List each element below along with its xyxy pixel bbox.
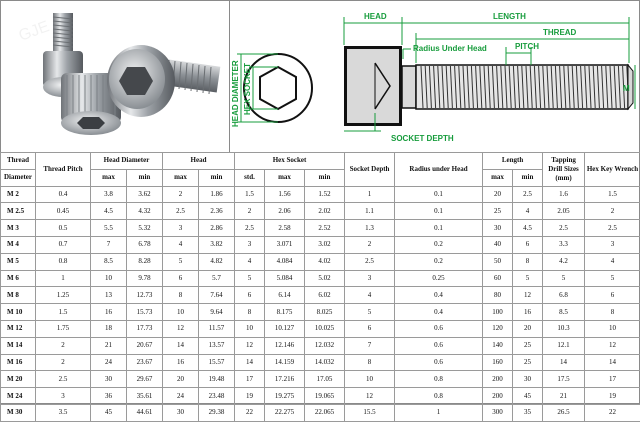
value-cell: 25 (513, 337, 543, 354)
value-cell: 6 (585, 287, 640, 304)
header-head: Head (163, 153, 235, 170)
value-cell: 14 (235, 354, 265, 371)
value-cell: 23.67 (127, 354, 163, 371)
value-cell: 10 (91, 270, 127, 287)
header-std: std. (235, 169, 265, 186)
value-cell: 16 (513, 304, 543, 321)
value-cell: 9.78 (127, 270, 163, 287)
value-cell: 15.73 (127, 304, 163, 321)
value-cell: 10 (235, 320, 265, 337)
value-cell: 17.216 (265, 371, 305, 388)
value-cell: 18 (91, 320, 127, 337)
value-cell: 0.8 (395, 388, 483, 405)
value-cell: 0.1 (395, 203, 483, 220)
table-row (1, 337, 640, 354)
value-cell: 8.025 (305, 304, 345, 321)
value-cell: 24 (163, 388, 199, 405)
value-cell: 13.57 (199, 337, 235, 354)
value-cell: 10 (163, 304, 199, 321)
value-cell: 160 (483, 354, 513, 371)
value-cell: 80 (483, 287, 513, 304)
value-cell: 5 (345, 304, 395, 321)
value-cell: 4 (163, 236, 199, 253)
value-cell: 0.2 (395, 253, 483, 270)
value-cell: 12 (235, 337, 265, 354)
value-cell: 30 (163, 404, 199, 421)
value-cell: 7 (91, 236, 127, 253)
value-cell: 2.06 (265, 203, 305, 220)
value-cell: 6.8 (543, 287, 585, 304)
value-cell: 25 (513, 354, 543, 371)
value-cell: 0.6 (395, 354, 483, 371)
header-max: max (483, 169, 513, 186)
table-row (1, 304, 640, 321)
value-cell: 2 (345, 236, 395, 253)
header-hex-key: Hex Key Wrench (585, 153, 640, 187)
value-cell: 8.5 (91, 253, 127, 270)
value-cell: 50 (483, 253, 513, 270)
value-cell: 45 (513, 388, 543, 405)
socket-depth-label: SOCKET DEPTH (391, 134, 454, 143)
header-max: max (91, 169, 127, 186)
header-thread-diameter: Thread (1, 153, 36, 170)
value-cell: 6.14 (265, 287, 305, 304)
size-cell: M 4 (1, 236, 36, 253)
dimension-table (0, 152, 640, 422)
table-row (1, 404, 640, 421)
header-min: min (127, 169, 163, 186)
value-cell: 25 (483, 203, 513, 220)
value-cell: 17.5 (543, 371, 585, 388)
header-diameter: Diameter (1, 169, 36, 186)
value-cell: 3 (345, 270, 395, 287)
value-cell: 3 (585, 236, 640, 253)
value-cell: 8 (345, 354, 395, 371)
header-min: min (513, 169, 543, 186)
value-cell: 5 (235, 270, 265, 287)
value-cell: 45 (91, 404, 127, 421)
value-cell: 0.4 (395, 287, 483, 304)
header-min: min (305, 169, 345, 186)
value-cell: 5.084 (265, 270, 305, 287)
table-row (1, 236, 640, 253)
value-cell: 12 (513, 287, 543, 304)
value-cell: 200 (483, 388, 513, 405)
value-cell: 0.1 (395, 220, 483, 237)
product-photo (1, 1, 229, 151)
value-cell: 3.82 (199, 236, 235, 253)
value-cell: 0.7 (36, 236, 91, 253)
value-cell: 14.032 (305, 354, 345, 371)
value-cell: 9.64 (199, 304, 235, 321)
value-cell: 8 (235, 304, 265, 321)
value-cell: 0.5 (36, 220, 91, 237)
value-cell: 0.1 (395, 186, 483, 203)
value-cell: 1.25 (36, 287, 91, 304)
header-head-diameter: Head Diameter (91, 153, 163, 170)
table-row (1, 320, 640, 337)
divider (229, 0, 230, 152)
value-cell: 6 (513, 236, 543, 253)
table-body (1, 186, 640, 421)
header-socket-depth: Socket Depth (345, 153, 395, 187)
value-cell: 0.45 (36, 203, 91, 220)
value-cell: 22.275 (265, 404, 305, 421)
value-cell: 2 (585, 203, 640, 220)
header-hex-socket: Hex Socket (235, 153, 345, 170)
value-cell: 14.159 (265, 354, 305, 371)
size-cell: M 6 (1, 270, 36, 287)
value-cell: 8.5 (543, 304, 585, 321)
value-cell: 2.5 (163, 203, 199, 220)
value-cell: 2.5 (513, 186, 543, 203)
value-cell: 1.75 (36, 320, 91, 337)
size-cell: M 30 (1, 404, 36, 421)
m-label: M (623, 84, 630, 93)
value-cell: 3.02 (305, 236, 345, 253)
value-cell: 5.32 (127, 220, 163, 237)
value-cell: 3.071 (265, 236, 305, 253)
value-cell: 4 (513, 203, 543, 220)
value-cell: 2 (235, 203, 265, 220)
table-row (1, 253, 640, 270)
value-cell: 10 (585, 320, 640, 337)
head-label: HEAD (364, 12, 387, 21)
value-cell: 1.1 (345, 203, 395, 220)
value-cell: 60 (483, 270, 513, 287)
table-row (1, 186, 640, 203)
value-cell: 3 (163, 220, 199, 237)
value-cell: 120 (483, 320, 513, 337)
value-cell: 2.58 (265, 220, 305, 237)
value-cell: 4 (235, 253, 265, 270)
value-cell: 8 (513, 253, 543, 270)
value-cell: 12.1 (543, 337, 585, 354)
value-cell: 3.62 (127, 186, 163, 203)
table-row (1, 388, 640, 405)
value-cell: 17.73 (127, 320, 163, 337)
value-cell: 35 (513, 404, 543, 421)
value-cell: 0.8 (395, 371, 483, 388)
value-cell: 300 (483, 404, 513, 421)
value-cell: 3.8 (91, 186, 127, 203)
header-radius: Radius under Head (395, 153, 483, 187)
length-label: LENGTH (493, 12, 526, 21)
value-cell: 8.175 (265, 304, 305, 321)
value-cell: 1.6 (543, 186, 585, 203)
value-cell: 7 (345, 337, 395, 354)
value-cell: 2 (163, 186, 199, 203)
size-cell: M 10 (1, 304, 36, 321)
value-cell: 15.5 (345, 404, 395, 421)
size-cell: M 2 (1, 186, 36, 203)
size-cell: M 3 (1, 220, 36, 237)
table-row (1, 203, 640, 220)
value-cell: 200 (483, 371, 513, 388)
size-cell: M 14 (1, 337, 36, 354)
value-cell: 1.3 (345, 220, 395, 237)
value-cell: 0.8 (36, 253, 91, 270)
value-cell: 35.61 (127, 388, 163, 405)
value-cell: 2.5 (543, 220, 585, 237)
value-cell: 14 (543, 354, 585, 371)
value-cell: 19.065 (305, 388, 345, 405)
value-cell: 8.28 (127, 253, 163, 270)
value-cell: 5.7 (199, 270, 235, 287)
value-cell: 2 (36, 337, 91, 354)
size-cell: M 16 (1, 354, 36, 371)
value-cell: 20 (513, 320, 543, 337)
value-cell: 0.2 (395, 236, 483, 253)
value-cell: 4.82 (199, 253, 235, 270)
value-cell: 12.146 (265, 337, 305, 354)
value-cell: 2.5 (345, 253, 395, 270)
value-cell: 10.127 (265, 320, 305, 337)
value-cell: 14 (163, 337, 199, 354)
value-cell: 1.52 (305, 186, 345, 203)
value-cell: 5 (543, 270, 585, 287)
size-cell: M 8 (1, 287, 36, 304)
value-cell: 4.02 (305, 253, 345, 270)
value-cell: 3.5 (36, 404, 91, 421)
value-cell: 4.2 (543, 253, 585, 270)
value-cell: 2.52 (305, 220, 345, 237)
value-cell: 12 (345, 388, 395, 405)
value-cell: 30 (513, 371, 543, 388)
value-cell: 12 (585, 337, 640, 354)
value-cell: 2.86 (199, 220, 235, 237)
value-cell: 4.32 (127, 203, 163, 220)
value-cell: 0.6 (395, 320, 483, 337)
value-cell: 1 (395, 404, 483, 421)
value-cell: 13 (91, 287, 127, 304)
size-cell: M 24 (1, 388, 36, 405)
value-cell: 2 (36, 354, 91, 371)
size-cell: M 20 (1, 371, 36, 388)
value-cell: 40 (483, 236, 513, 253)
value-cell: 1.5 (36, 304, 91, 321)
value-cell: 0.25 (395, 270, 483, 287)
value-cell: 140 (483, 337, 513, 354)
value-cell: 4 (585, 253, 640, 270)
value-cell: 23.48 (199, 388, 235, 405)
size-cell: M 5 (1, 253, 36, 270)
table-row (1, 354, 640, 371)
table-row (1, 220, 640, 237)
value-cell: 20 (483, 186, 513, 203)
value-cell: 7.64 (199, 287, 235, 304)
size-cell: M 12 (1, 320, 36, 337)
header-length: Length (483, 153, 543, 170)
head-diameter-label: HEAD DIAMETER (231, 60, 240, 127)
header-min: min (199, 169, 235, 186)
value-cell: 4.5 (91, 203, 127, 220)
value-cell: 2.05 (543, 203, 585, 220)
value-cell: 16 (163, 354, 199, 371)
value-cell: 20.67 (127, 337, 163, 354)
value-cell: 5.02 (305, 270, 345, 287)
value-cell: 5 (513, 270, 543, 287)
table-row (1, 287, 640, 304)
table-row (1, 270, 640, 287)
value-cell: 6 (163, 270, 199, 287)
value-cell: 6 (235, 287, 265, 304)
value-cell: 14 (585, 354, 640, 371)
value-cell: 21 (543, 388, 585, 405)
radius-label: Radius Under Head (413, 44, 487, 53)
value-cell: 10.025 (305, 320, 345, 337)
value-cell: 4.5 (513, 220, 543, 237)
value-cell: 16 (91, 304, 127, 321)
value-cell: 1.5 (585, 186, 640, 203)
value-cell: 6.02 (305, 287, 345, 304)
value-cell: 36 (91, 388, 127, 405)
hex-socket-label: HEX SOCKET (243, 63, 252, 115)
value-cell: 5 (163, 253, 199, 270)
value-cell: 2.5 (36, 371, 91, 388)
value-cell: 44.61 (127, 404, 163, 421)
value-cell: 12.032 (305, 337, 345, 354)
value-cell: 5 (585, 270, 640, 287)
value-cell: 12 (163, 320, 199, 337)
value-cell: 30 (91, 371, 127, 388)
value-cell: 6 (345, 320, 395, 337)
value-cell: 1.5 (235, 186, 265, 203)
value-cell: 2.02 (305, 203, 345, 220)
value-cell: 29.67 (127, 371, 163, 388)
value-cell: 26.5 (543, 404, 585, 421)
value-cell: 1 (36, 270, 91, 287)
watermark: GJE (17, 18, 52, 45)
pitch-label: PITCH (515, 42, 539, 51)
value-cell: 21 (91, 337, 127, 354)
value-cell: 30 (483, 220, 513, 237)
size-cell: M 2.5 (1, 203, 36, 220)
value-cell: 0.4 (395, 304, 483, 321)
value-cell: 19.48 (199, 371, 235, 388)
value-cell: 22.065 (305, 404, 345, 421)
value-cell: 0.4 (36, 186, 91, 203)
value-cell: 19.275 (265, 388, 305, 405)
value-cell: 2.5 (235, 220, 265, 237)
value-cell: 3.3 (543, 236, 585, 253)
value-cell: 2.5 (585, 220, 640, 237)
value-cell: 19 (585, 388, 640, 405)
value-cell: 11.57 (199, 320, 235, 337)
value-cell: 15.57 (199, 354, 235, 371)
value-cell: 29.38 (199, 404, 235, 421)
value-cell: 1.56 (265, 186, 305, 203)
value-cell: 10 (345, 371, 395, 388)
header-max: max (265, 169, 305, 186)
thread-label: THREAD (543, 28, 577, 37)
value-cell: 24 (91, 354, 127, 371)
value-cell: 4.084 (265, 253, 305, 270)
value-cell: 19 (235, 388, 265, 405)
value-cell: 8 (163, 287, 199, 304)
value-cell: 17 (235, 371, 265, 388)
header-tapping: Tapping Drill Sizes (mm) (543, 153, 585, 187)
value-cell: 20 (163, 371, 199, 388)
value-cell: 17 (585, 371, 640, 388)
header-max: max (163, 169, 199, 186)
value-cell: 12.73 (127, 287, 163, 304)
value-cell: 10.3 (543, 320, 585, 337)
value-cell: 8 (585, 304, 640, 321)
value-cell: 2.36 (199, 203, 235, 220)
value-cell: 17.05 (305, 371, 345, 388)
value-cell: 22 (235, 404, 265, 421)
table-row (1, 371, 640, 388)
value-cell: 6.78 (127, 236, 163, 253)
value-cell: 1 (345, 186, 395, 203)
value-cell: 3 (36, 388, 91, 405)
value-cell: 22 (585, 404, 640, 421)
value-cell: 0.6 (395, 337, 483, 354)
bolt-diagram (231, 1, 639, 151)
header-thread-pitch: Thread Pitch (36, 153, 91, 187)
value-cell: 4 (345, 287, 395, 304)
value-cell: 1.86 (199, 186, 235, 203)
value-cell: 5.5 (91, 220, 127, 237)
value-cell: 3 (235, 236, 265, 253)
value-cell: 100 (483, 304, 513, 321)
